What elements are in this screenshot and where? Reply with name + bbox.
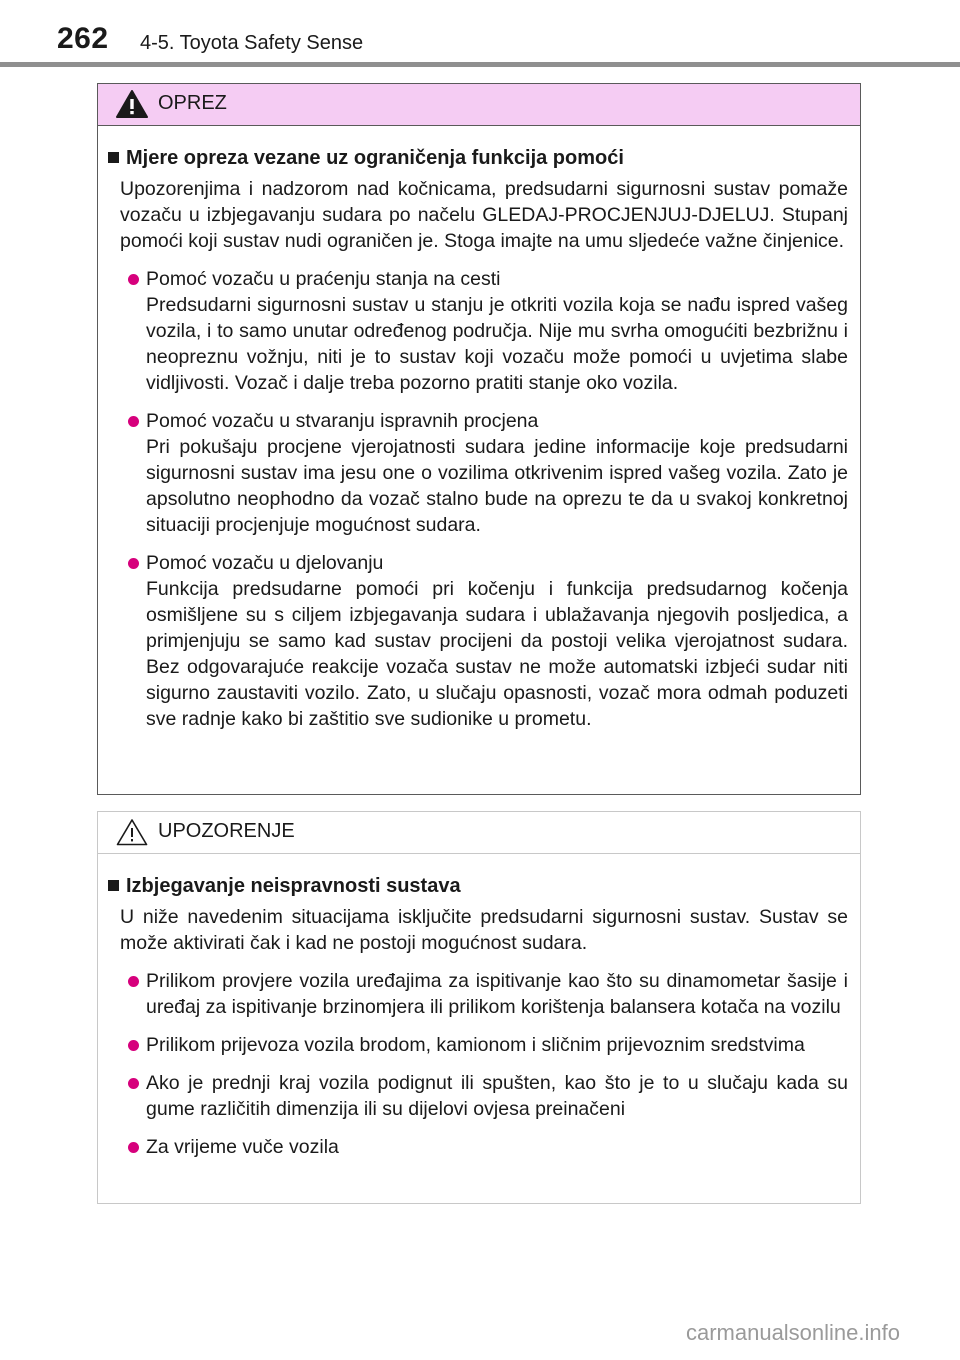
warning-body [98, 854, 860, 1160]
caution-body [98, 126, 860, 732]
page-header [0, 0, 960, 70]
bullet-dot-icon [128, 558, 139, 569]
caution-heading-text: Mjere opreza vezane uz ograničenja funkcija pomoći [126, 147, 624, 169]
list-item-text: Prilikom provjere vozila uređajima za ispitivanje kao što su dinamometar šasije i uređaj za ispitivanje brzinomjera ili prilikom korištenja balansera kotača na vozilu [146, 970, 848, 1018]
list-item-title: Pomoć vozaču u stvaranju ispravnih procjena [146, 410, 539, 432]
list-item-text: Pri pokušaju procjene vjerojatnosti sudara jedine informacije koje predsudarni sigurnosni sustav ima jesu one o vozilima otkrivenim ispred vašeg vozila. Zato je apsolutno neophodno da vozač stalno bude na oprezu te da u svakoj konkretnoj situaciji procjenjuje mogućnost sudara. [146, 436, 848, 536]
caution-heading [108, 144, 848, 172]
watermark: carmanualsonline.info [685, 1320, 900, 1345]
list-item [108, 1032, 848, 1058]
caution-header [98, 84, 860, 126]
bullet-dot-icon [128, 416, 139, 427]
bullet-dot-icon [128, 274, 139, 285]
bullet-dot-icon [128, 1078, 139, 1089]
caution-label: OPREZ [158, 92, 227, 114]
list-item [108, 266, 848, 396]
list-item-title: Pomoć vozaču u praćenju stanja na cesti [146, 268, 501, 290]
warning-intro: U niže navedenim situacijama isključite predsudarni sigurnosni sustav. Sustav se može aktivirati čak i kad ne postoji mogućnost sudara. [120, 906, 848, 954]
page-number: 262 [57, 22, 109, 55]
list-item [108, 408, 848, 538]
square-bullet-icon [108, 152, 119, 163]
warning-header [98, 812, 860, 854]
list-item [108, 968, 848, 1020]
header-divider [0, 62, 960, 67]
bullet-dot-icon [128, 976, 139, 987]
warning-heading [108, 872, 848, 900]
warning-box [97, 811, 861, 1204]
bullet-dot-icon [128, 1040, 139, 1051]
section-title: 4-5. Toyota Safety Sense [140, 32, 364, 54]
caution-box [97, 83, 861, 795]
list-item [108, 1134, 848, 1160]
square-bullet-icon [108, 880, 119, 891]
warning-outline-triangle-icon [115, 817, 149, 847]
list-item-text: Predsudarni sigurnosni sustav u stanju je otkriti vozila koja se nađu ispred vašeg vozila, i to samo unutar određenog područja. Nije mu svrha omogućiti bezbrižnu i neopreznu vožnju, niti je to sustav koji vozaču može pomoći u uvjetima slabe vidljivosti. Vozač i dalje treba pozorno pratiti stanje oko vozila. [146, 294, 848, 394]
bullet-dot-icon [128, 1142, 139, 1153]
list-item-text: Funkcija predsudarne pomoći pri kočenju i funkcija predsudarnog kočenja osmišljene su s ciljem izbjegavanja sudara i ublažavanja njegovih posljedica, a primjenjuju se samo kad sustav procijeni da postoji velika vjerojatnost sudara. Bez odgovarajuće reakcije vozača sustav ne može automatski izbjeći sudar niti sigurno zaustaviti vozilo. Zato, u slučaju opasnosti, vozač mora odmah poduzeti sve radnje kako bi zaštitio sve sudionike u prometu. [146, 578, 848, 730]
warning-heading-text: Izbjegavanje neispravnosti sustava [126, 875, 461, 897]
list-item-text: Ako je prednji kraj vozila podignut ili spušten, kao što je to u slučaju kada su gume različitih dimenzija ili su dijelovi ovjesa preinačeni [146, 1072, 848, 1120]
list-item [108, 550, 848, 732]
caution-intro: Upozorenjima i nadzorom nad kočnicama, predsudarni sigurnosni sustav pomaže vozaču u izbjegavanju sudara po načelu GLEDAJ-PROCJENJUJ-DJELUJ. Stupanj pomoći koji sustav nudi ograničen je. Stoga imajte na umu sljedeće važne činjenice. [120, 178, 848, 252]
list-item [108, 1070, 848, 1122]
list-item-text: Prilikom prijevoza vozila brodom, kamionom i sličnim prijevoznim sredstvima [146, 1034, 805, 1056]
list-item-text: Za vrijeme vuče vozila [146, 1136, 339, 1158]
list-item-title: Pomoć vozaču u djelovanju [146, 552, 384, 574]
warning-label: UPOZORENJE [158, 820, 295, 842]
warning-triangle-icon [115, 89, 149, 119]
